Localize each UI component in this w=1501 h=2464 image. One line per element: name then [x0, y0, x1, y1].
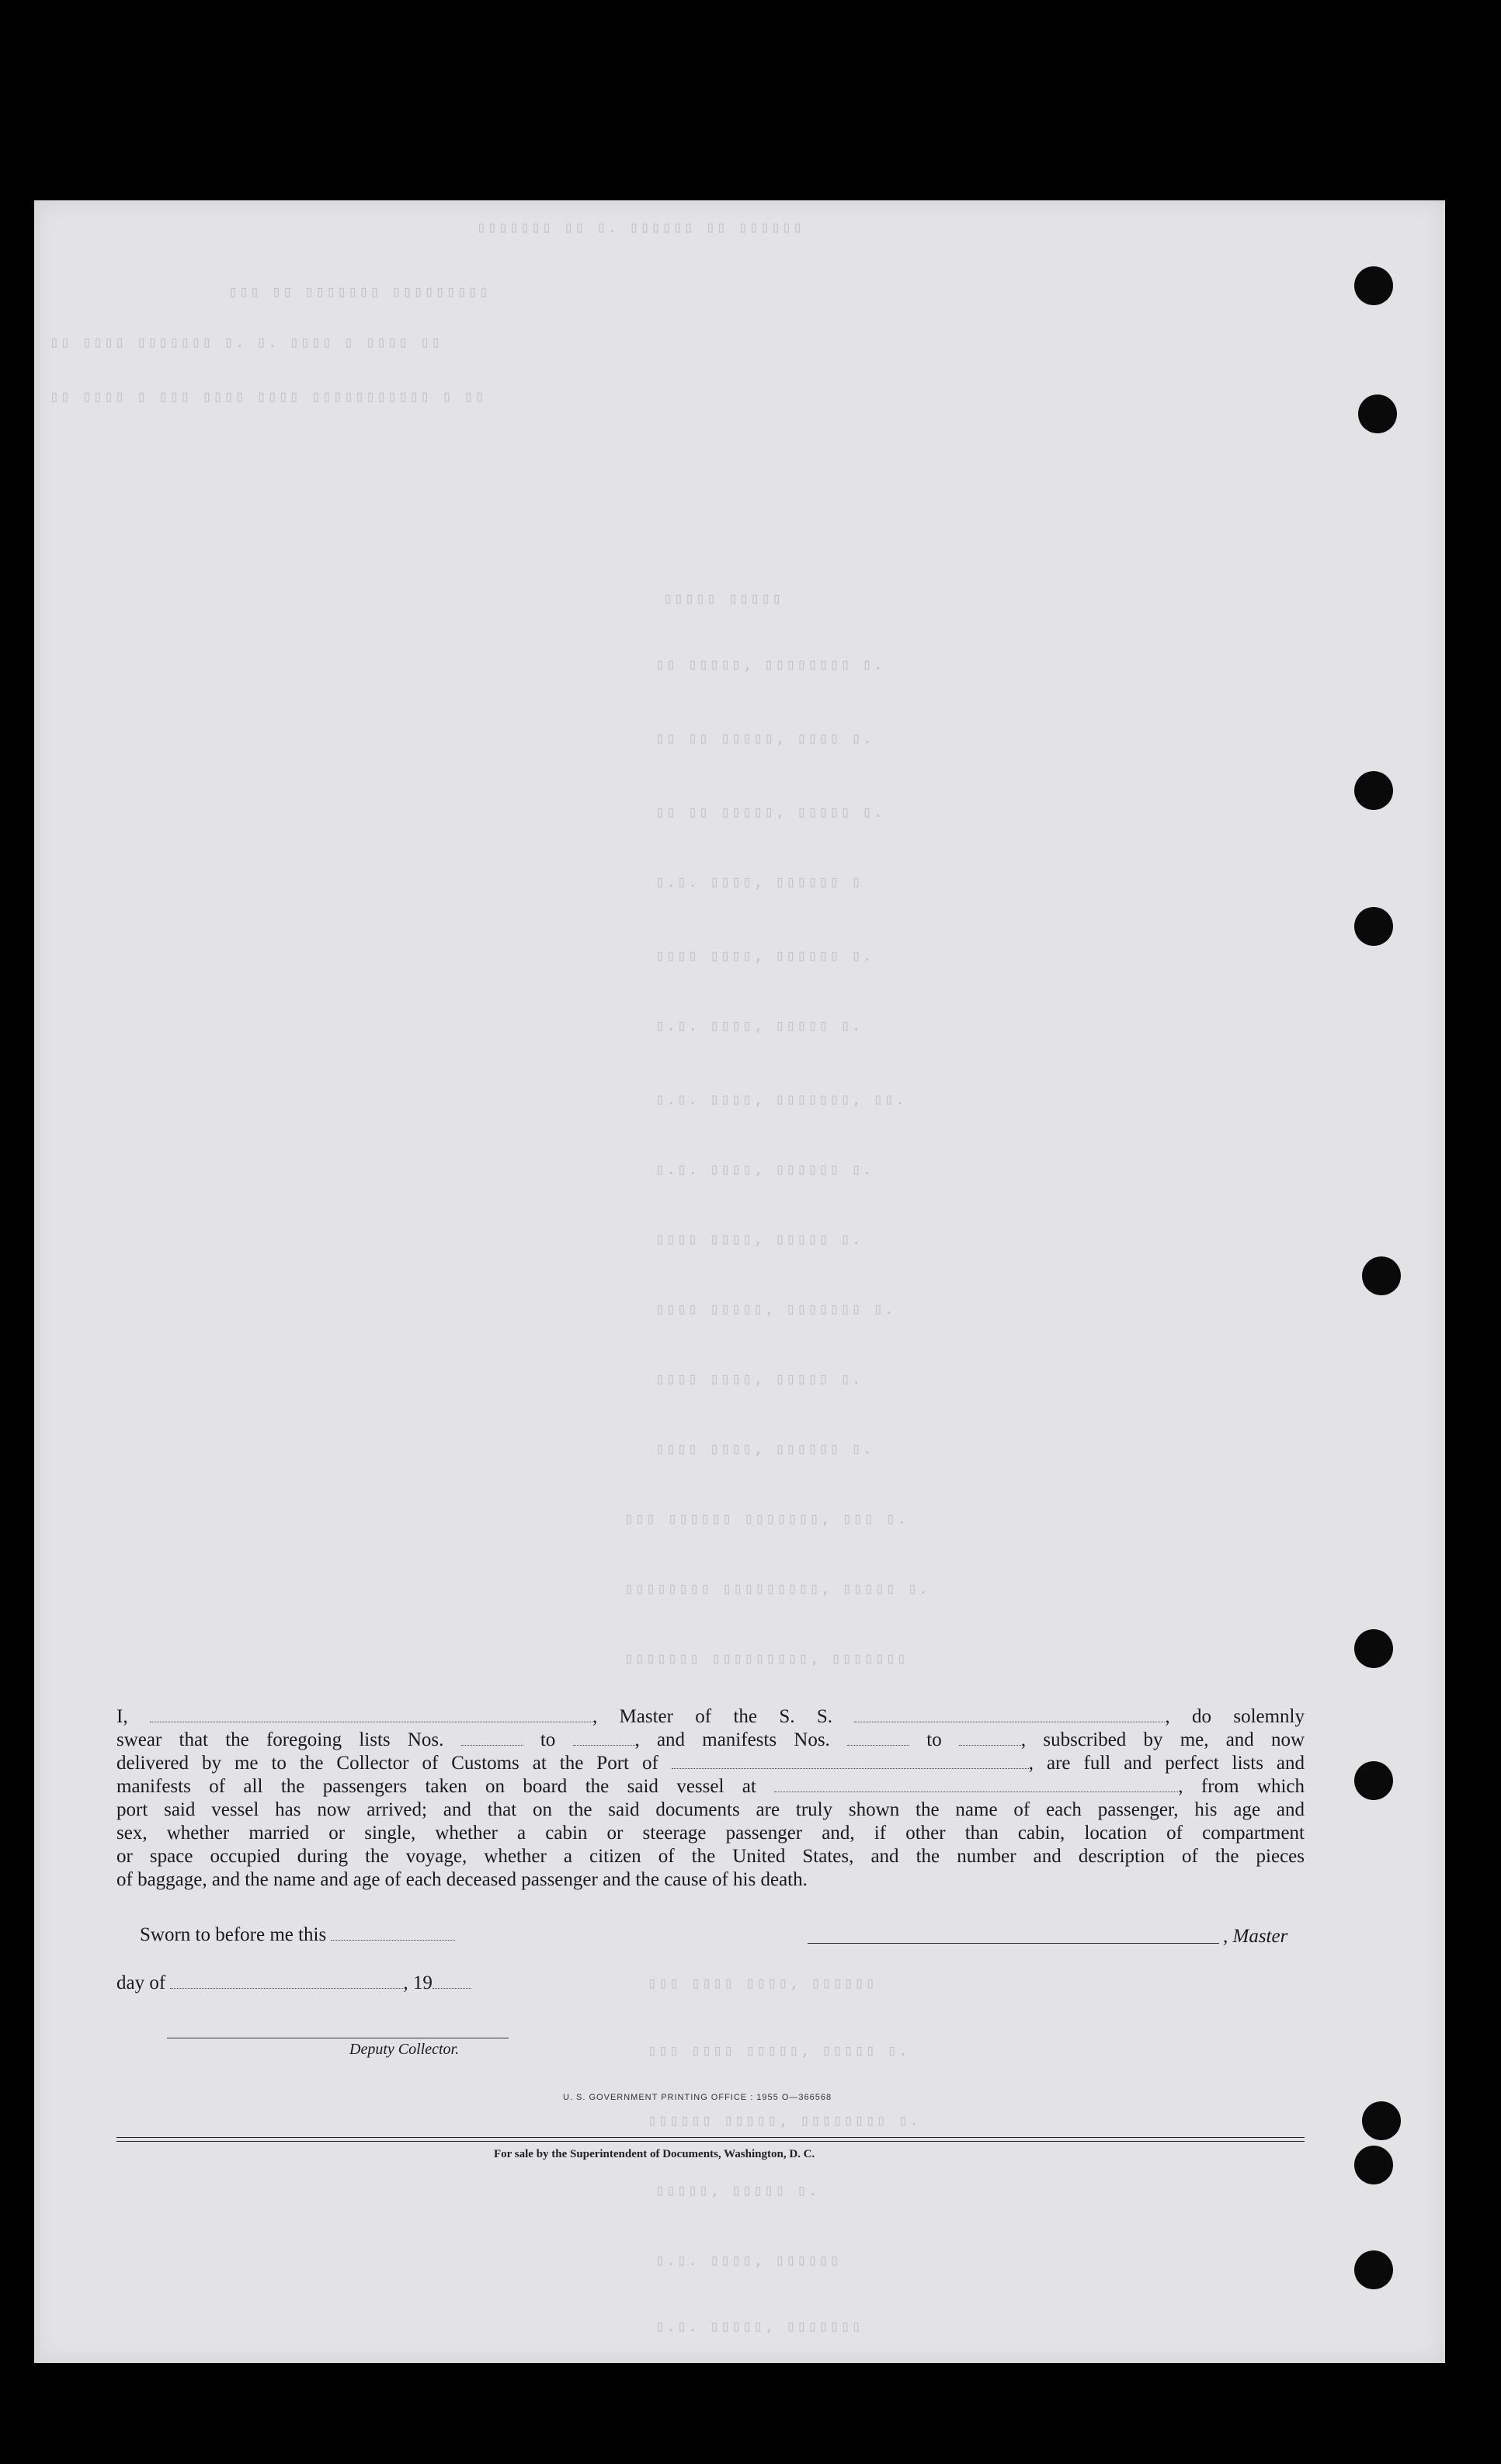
bleed-through-text: ▯▯▯▯ ▯▯▯▯, ▯▯▯▯▯▯ ▯.	[655, 1439, 874, 1458]
manifest-no-from-blank	[847, 1731, 909, 1746]
bleed-through-text: ▯▯▯▯ ▯▯▯▯, ▯▯▯▯▯ ▯.	[655, 1229, 863, 1248]
oath-line	[116, 1775, 1305, 1798]
bleed-through-text: ▯▯▯ ▯▯▯▯▯▯ ▯▯▯▯▯▯▯, ▯▯▯ ▯.	[624, 1509, 909, 1527]
embark-port-blank	[774, 1778, 1178, 1792]
bleed-through-text: ▯▯▯▯▯▯▯▯ ▯▯▯▯▯▯▯▯▯, ▯▯▯▯▯ ▯.	[624, 1579, 930, 1597]
day-of-label: day of , 19	[116, 1972, 471, 1994]
master-signature-line	[808, 1943, 1219, 1944]
footer-rule-bottom	[116, 2141, 1305, 2142]
oath-text: manifests of all the passengers taken on board the said vessel at	[116, 1776, 756, 1797]
oath-text: to	[926, 1729, 942, 1750]
sworn-before-label: Sworn to before me this	[140, 1924, 455, 1946]
bleed-through-text: ▯▯ ▯▯ ▯▯▯▯▯, ▯▯▯▯▯ ▯.	[655, 802, 884, 821]
printing-office-imprint: U. S. GOVERNMENT PRINTING OFFICE : 1955 O—366568	[563, 2093, 832, 2102]
for-sale-notice: For sale by the Superintendent of Documents, Washington, D. C.	[494, 2148, 815, 2160]
deputy-collector-label: Deputy Collector.	[349, 2041, 460, 2058]
oath-text: delivered by me to the Collector of Customs at the Port of	[116, 1753, 658, 1774]
oath-line: or space occupied during the voyage, whether a citizen of the United States, and the number and description of the pieces	[116, 1846, 1305, 1867]
bleed-through-text: ▯▯▯▯ ▯▯▯▯, ▯▯▯▯▯ ▯.	[655, 1369, 863, 1388]
punch-hole	[1354, 2146, 1393, 2184]
bleed-through-text: ▯▯▯ ▯▯▯▯ ▯▯▯▯▯, ▯▯▯▯▯ ▯.	[648, 2041, 909, 2059]
bleed-through-text: ▯▯▯▯▯ ▯▯▯▯▯	[663, 589, 784, 607]
oath-text: to	[540, 1729, 556, 1750]
list-no-from-blank	[461, 1731, 523, 1746]
punch-hole	[1362, 1256, 1401, 1295]
bleed-through-text: ▯.▯. ▯▯▯▯, ▯▯▯▯▯▯	[655, 2250, 841, 2269]
bleed-through-text: ▯▯▯▯▯, ▯▯▯▯▯ ▯.	[655, 2181, 819, 2199]
port-blank	[672, 1754, 1029, 1769]
oath-text: , Master of the S. S.	[592, 1706, 833, 1727]
oath-line	[116, 1752, 1305, 1775]
bleed-through-text: ▯▯ ▯▯▯▯ ▯ ▯▯▯ ▯▯▯▯ ▯▯▯▯ ▯▯▯▯▯▯▯▯▯▯▯ ▯ ▯▯	[50, 387, 486, 405]
oath-text: , do solemnly	[1165, 1706, 1305, 1727]
bleed-through-text: ▯.▯. ▯▯▯▯, ▯▯▯▯▯▯ ▯	[655, 872, 863, 891]
ship-name-blank	[854, 1708, 1165, 1722]
oath-line: port said vessel has now arrived; and that on the said documents are truly shown the name of each passenger, his age and	[116, 1799, 1305, 1820]
oath-text: , subscribed by me, and now	[1020, 1729, 1305, 1750]
oath-text: swear that the foregoing lists Nos.	[116, 1729, 444, 1750]
bleed-through-text: ▯▯▯ ▯▯▯▯ ▯▯▯▯, ▯▯▯▯▯▯	[648, 1973, 877, 1992]
master-oath-paragraph	[116, 1705, 1305, 1892]
oath-line: of baggage, and the name and age of each deceased passenger and the cause of his death.	[116, 1869, 808, 1890]
punch-hole	[1358, 394, 1397, 433]
bleed-through-text: ▯▯ ▯▯ ▯▯▯▯▯, ▯▯▯▯ ▯.	[655, 728, 874, 747]
oath-line	[116, 1729, 1305, 1752]
bleed-through-text: ▯▯▯ ▯▯ ▯▯▯▯▯▯▯ ▯▯▯▯▯▯▯▯▯	[228, 282, 490, 301]
oath-text: , from which	[1178, 1776, 1305, 1797]
bleed-through-text: ▯.▯. ▯▯▯▯, ▯▯▯▯▯▯ ▯.	[655, 1159, 874, 1178]
bleed-through-text: ▯.▯. ▯▯▯▯, ▯▯▯▯▯▯▯, ▯▯.	[655, 1090, 906, 1108]
day-of-blank	[170, 1974, 403, 1989]
year-blank	[433, 1974, 471, 1989]
manifest-page	[34, 200, 1445, 2363]
list-no-to-blank	[573, 1731, 635, 1746]
bleed-through-text: ▯▯ ▯▯▯▯ ▯▯▯▯▯▯▯ ▯. ▯. ▯▯▯▯ ▯ ▯▯▯▯ ▯▯	[50, 332, 443, 351]
bleed-through-text: ▯▯▯▯ ▯▯▯▯, ▯▯▯▯▯▯ ▯.	[655, 946, 874, 964]
bleed-through-text: ▯▯▯▯▯▯ ▯▯▯▯▯, ▯▯▯▯▯▯▯▯ ▯.	[648, 2111, 921, 2129]
bleed-through-text: ▯.▯. ▯▯▯▯▯, ▯▯▯▯▯▯▯	[655, 2316, 863, 2335]
bleed-through-text: ▯▯▯▯ ▯▯▯▯▯, ▯▯▯▯▯▯▯ ▯.	[655, 1299, 895, 1318]
oath-text: I,	[116, 1706, 128, 1727]
punch-hole	[1354, 1761, 1393, 1800]
oath-line	[116, 1705, 1305, 1729]
bleed-through-text: ▯▯ ▯▯▯▯▯, ▯▯▯▯▯▯▯▯ ▯.	[655, 655, 884, 673]
punch-hole	[1362, 2101, 1401, 2140]
punch-hole	[1354, 266, 1393, 305]
master-signature-label: , Master	[1223, 1926, 1288, 1947]
sworn-date-blank	[331, 1926, 455, 1941]
punch-hole	[1354, 907, 1393, 946]
bleed-through-text: ▯▯▯▯▯▯▯ ▯▯ ▯. ▯▯▯▯▯▯ ▯▯ ▯▯▯▯▯▯	[477, 217, 804, 236]
punch-hole	[1354, 2250, 1393, 2289]
bleed-through-text: ▯.▯. ▯▯▯▯, ▯▯▯▯▯ ▯.	[655, 1016, 863, 1034]
oath-text: , and manifests Nos.	[634, 1729, 830, 1750]
master-name-blank	[150, 1708, 592, 1722]
footer-rule-top	[116, 2137, 1305, 2138]
punch-hole	[1354, 1629, 1393, 1668]
oath-line: sex, whether married or single, whether a cabin or steerage passenger and, if other than cabin, location of compartment	[116, 1823, 1305, 1844]
oath-text: , are full and perfect lists and	[1028, 1753, 1305, 1774]
manifest-no-to-blank	[959, 1731, 1021, 1746]
bleed-through-text: ▯▯▯▯▯▯▯ ▯▯▯▯▯▯▯▯▯, ▯▯▯▯▯▯▯	[624, 1649, 909, 1667]
punch-hole	[1354, 771, 1393, 810]
